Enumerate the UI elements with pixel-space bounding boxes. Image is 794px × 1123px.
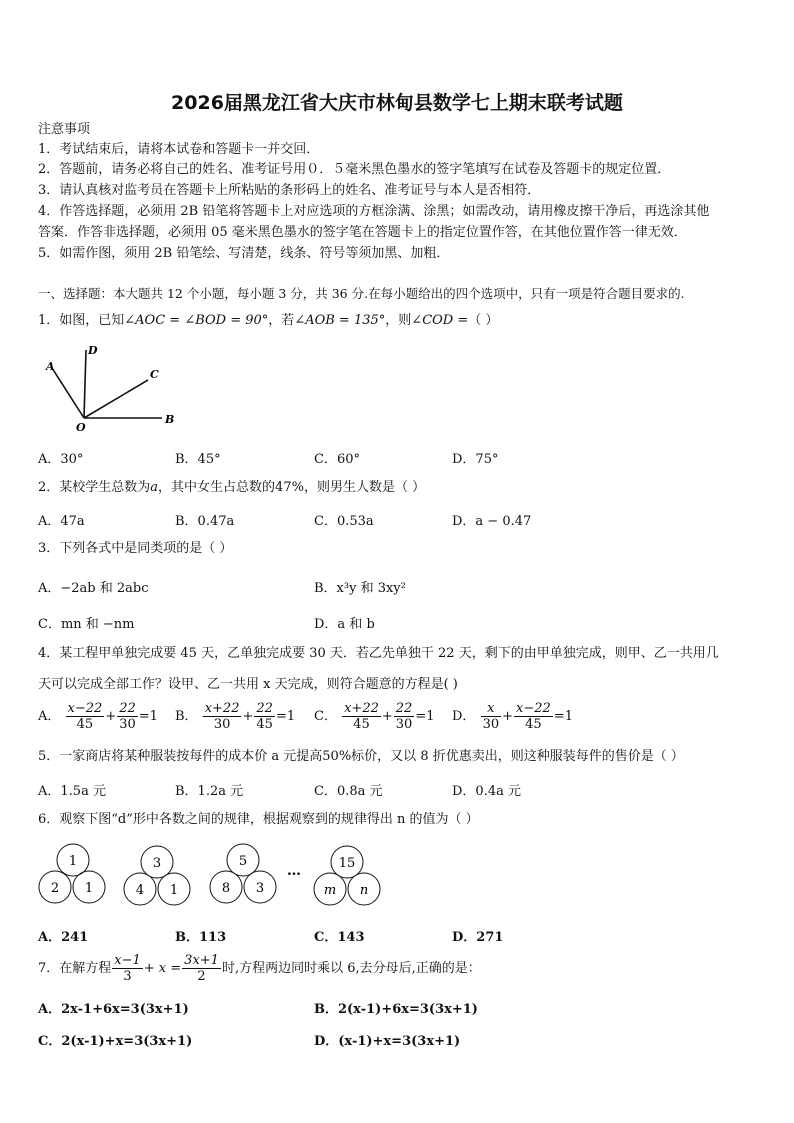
- option-b[interactable]: B．45°: [175, 452, 221, 467]
- number-right: 1: [169, 883, 179, 898]
- numerator: x−1: [114, 953, 141, 968]
- equation-tail: =1: [415, 709, 435, 724]
- fraction: [112, 953, 143, 984]
- ellipsis: …: [287, 863, 301, 879]
- notice-item: 3．请认真核对监考员在答题卡上所粘贴的条形码上的姓名、准考证号与本人是否相符．: [38, 183, 541, 198]
- notice-heading: 注意事项: [38, 122, 91, 137]
- label-a: A: [46, 360, 55, 373]
- number-top: 15: [338, 856, 356, 871]
- stem-math: ∠AOC = ∠BOD = 90°: [124, 313, 269, 328]
- circle-group-4: [314, 846, 380, 905]
- ray-oc: [84, 380, 148, 418]
- stem-text: （ ）: [468, 313, 499, 328]
- stem-text: ，若: [268, 313, 295, 328]
- option-label: C．: [314, 709, 337, 724]
- question-6-stem: 6．观察下图“d”形中各数之间的规律，根据观察到的规律得出 n 的值为（ ）: [38, 812, 479, 827]
- option-d[interactable]: D．a − 0.47: [452, 514, 532, 529]
- circle-group-1: [39, 844, 105, 903]
- stem-text: 2．某校学生总数为: [38, 480, 151, 495]
- stem-text: ，则: [385, 313, 412, 328]
- numerator: 22: [119, 701, 136, 716]
- numerator: 22: [395, 701, 413, 716]
- ray-oa: [52, 368, 84, 418]
- option-label: D．: [452, 709, 476, 724]
- number-top: 1: [68, 854, 78, 869]
- stem-text: 7．在解方程: [38, 961, 112, 976]
- notice-item: 答案．作答非选择题，必须用 05 毫米黑色墨水的签字笔在答题卡上的指定位置作答，在其他位置作答一律无效．: [38, 225, 687, 240]
- denominator: 30: [119, 717, 136, 732]
- number-top: 3: [152, 856, 162, 871]
- option-b[interactable]: B． $\frac{x+22}{30}$ + $\frac{22}{45}$ =1: [175, 701, 296, 732]
- numerator: 22: [256, 701, 273, 716]
- option-b[interactable]: B．2(x-1)+6x=3(3x+1): [314, 1002, 478, 1017]
- stem-text: 1．如图，已知: [38, 313, 125, 328]
- section-heading: 一、选择题：本大题共 12 个小题，每小题 3 分，共 36 分.在每小题给出的四个选项中，只有一项是符合题目要求的.: [38, 286, 685, 301]
- option-d[interactable]: D．0.4a 元: [452, 784, 521, 799]
- stem-math: a: [150, 480, 159, 495]
- fraction: [342, 701, 381, 732]
- label-o: O: [76, 421, 86, 434]
- notice-item: 1．考试结束后，请将本试卷和答题卡一并交回．: [38, 142, 320, 157]
- denominator: 30: [395, 717, 413, 732]
- notice-item: 4．作答选择题，必须用 2B 铅笔将答题卡上对应选项的方框涂满、涂黑；如需改动，请用橡皮擦干净后，再选涂其他: [38, 204, 710, 219]
- question-4-stem-line2: 天可以完成全部工作？设甲、乙一共用 x 天完成，则符合题意的方程是( ): [38, 677, 458, 692]
- denominator: 30: [482, 717, 500, 732]
- circle-group-2: [124, 846, 190, 905]
- option-a[interactable]: A．1.5a 元: [38, 784, 106, 799]
- option-d[interactable]: D．a 和 b: [314, 617, 375, 632]
- option-a[interactable]: A．30°: [38, 452, 84, 467]
- denominator: 2: [197, 969, 206, 984]
- label-c: C: [150, 368, 159, 381]
- option-a[interactable]: A． $\frac{x-22}{45}$ + $\frac{22}{30}$ =1: [38, 701, 158, 732]
- option-a[interactable]: A．2x-1+6x=3(3x+1): [38, 1002, 189, 1017]
- number-right: n: [359, 883, 369, 898]
- fraction: [66, 701, 105, 732]
- option-c[interactable]: C．143: [314, 930, 365, 945]
- equation-tail: =1: [553, 709, 573, 724]
- fraction: [254, 701, 275, 732]
- option-label: B．: [175, 709, 198, 724]
- question-5-stem: 5．一家商店将某种服装按每件的成本价 a 元提高50%标价，又以 8 折优惠卖出，则这种服装每件的售价是（ ）: [38, 749, 684, 764]
- circle-group-3: [210, 844, 276, 903]
- option-c[interactable]: C．0.53a: [314, 514, 374, 529]
- option-c[interactable]: C．0.8a 元: [314, 784, 383, 799]
- option-a[interactable]: A．47a: [38, 514, 85, 529]
- label-d: D: [88, 344, 98, 357]
- number-left: 2: [50, 881, 60, 896]
- option-label: A．: [38, 709, 61, 724]
- numerator: x: [481, 701, 502, 717]
- number-top: 5: [238, 854, 248, 869]
- number-right: 1: [84, 881, 94, 896]
- option-b[interactable]: B．0.47a: [175, 514, 235, 529]
- fraction: [394, 701, 415, 732]
- question-2-stem: [38, 479, 425, 497]
- option-b[interactable]: B．x³y 和 3xy²: [314, 581, 406, 596]
- denominator: 45: [76, 717, 94, 732]
- option-d[interactable]: D．(x-1)+x=3(3x+1): [314, 1034, 461, 1049]
- stem-text: 时,方程两边同时乘以 6,去分母后,正确的是：: [221, 961, 481, 976]
- circle-pattern-figure: [36, 842, 386, 908]
- notice-item: 2．答题前，请务必将自己的姓名、准考证号用０．５毫米黑色墨水的签字笔填写在试卷及答题卡的规定位置．: [38, 162, 671, 177]
- numerator: x−22: [516, 701, 551, 716]
- option-c[interactable]: C．60°: [314, 452, 360, 467]
- numerator: 3x+1: [184, 953, 219, 968]
- fraction: [203, 701, 242, 732]
- option-b[interactable]: B．113: [175, 930, 227, 945]
- numerator: x+22: [344, 701, 379, 716]
- number-left: 4: [135, 883, 145, 898]
- stem-text: ，其中女生占总数的47%，则男生人数是（ ）: [158, 480, 426, 495]
- option-d[interactable]: D． $\frac{x}{30}$ + $\frac{x-22}{45}$ =1: [452, 701, 573, 732]
- numerator: x+22: [204, 701, 240, 716]
- stem-math: + x =: [143, 961, 182, 976]
- option-b[interactable]: B．1.2a 元: [175, 784, 244, 799]
- fraction: [117, 701, 138, 732]
- stem-math: ∠COD =: [411, 313, 469, 328]
- fraction: [182, 953, 221, 984]
- label-b: B: [165, 413, 175, 426]
- question-1-stem: [38, 312, 498, 330]
- question-4-stem-line1: 4．某工程甲单独完成要 45 天，乙单独完成要 30 天．若乙先单独干 22 天，剩下的由甲单独完成，则甲、乙一共用几: [38, 646, 719, 661]
- notice-item: 5．如需作图，须用 2B 铅笔绘、写清楚，线条、符号等须加黑、加粗．: [38, 246, 450, 261]
- option-a[interactable]: A．241: [38, 930, 89, 945]
- option-c[interactable]: C．mn 和 −nm: [38, 617, 135, 632]
- number-right: 3: [255, 881, 265, 896]
- numerator: x−22: [67, 701, 103, 716]
- denominator: 3: [123, 969, 132, 984]
- option-a[interactable]: A．−2ab 和 2abc: [38, 581, 149, 596]
- equation-tail: =1: [275, 709, 296, 724]
- number-left: m: [323, 883, 337, 898]
- angle-figure: [38, 338, 188, 434]
- stem-math: ∠AOB = 135°: [294, 313, 386, 328]
- option-c[interactable]: C． $\frac{x+22}{45}$ + $\frac{22}{30}$ =1: [314, 701, 435, 732]
- option-d[interactable]: D．271: [452, 930, 504, 945]
- question-3-stem: 3．下列各式中是同类项的是（ ）: [38, 541, 233, 556]
- option-c[interactable]: C．2(x-1)+x=3(3x+1): [38, 1034, 193, 1049]
- denominator: 30: [213, 717, 231, 732]
- denominator: 45: [525, 717, 542, 732]
- fraction: [514, 701, 553, 732]
- number-left: 8: [221, 881, 231, 896]
- page-title: 2026届黑龙江省大庆市林甸县数学七上期末联考试题: [171, 92, 623, 114]
- option-d[interactable]: D．75°: [452, 452, 499, 467]
- question-7-stem: [38, 951, 481, 987]
- ray-od: [84, 350, 86, 418]
- fraction: [481, 701, 502, 732]
- denominator: 45: [353, 717, 370, 732]
- denominator: 45: [256, 717, 273, 732]
- equation-tail: =1: [138, 709, 158, 724]
